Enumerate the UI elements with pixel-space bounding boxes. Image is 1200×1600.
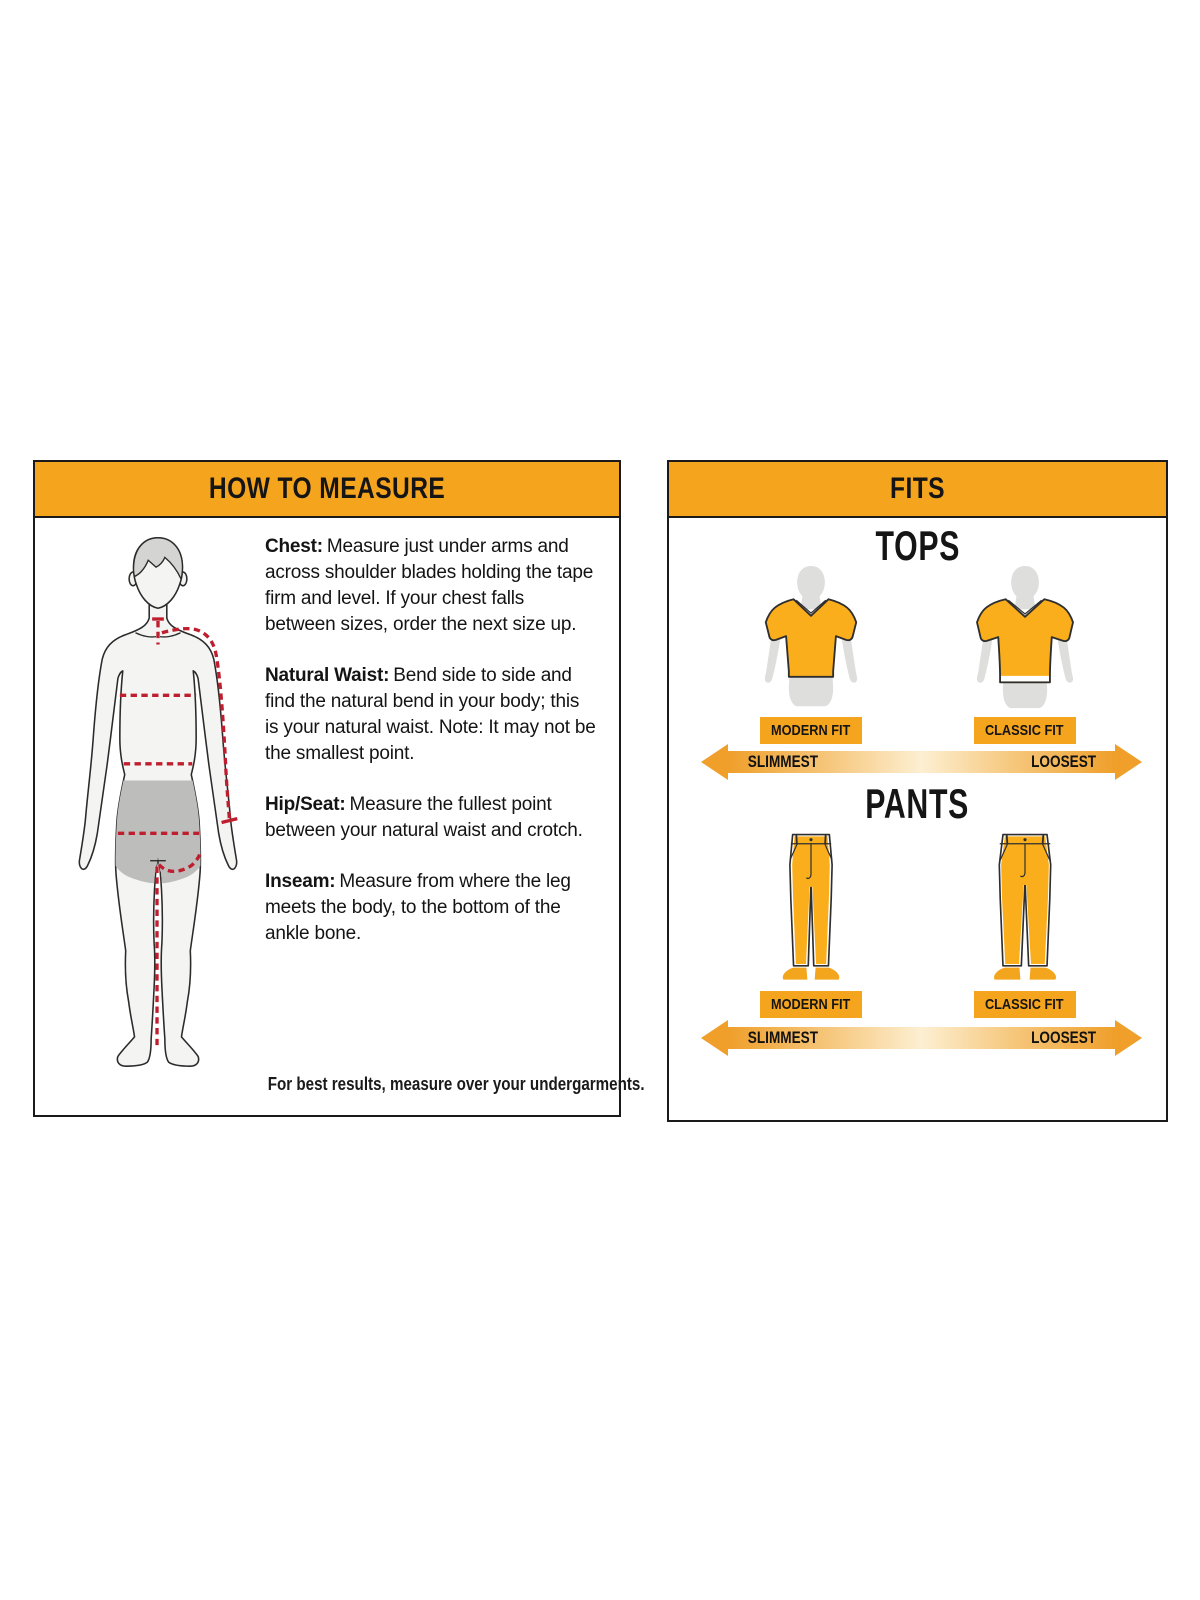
waist-button [1023,838,1026,841]
instruction-term: Hip/Seat: [265,794,346,816]
instruction-term: Chest: [265,536,323,557]
how-to-measure-header [35,462,619,518]
measure-instructions [265,534,597,972]
fits-header [669,462,1166,518]
arrow-left-head-icon [701,1020,728,1056]
figure-foot [993,968,1019,980]
instruction-inseam [265,869,597,947]
figure-foot [1029,968,1055,980]
tops-fit-row [669,564,1166,744]
instruction-term: Inseam: [265,871,336,893]
scale-slimmest-text: SLIMMEST [747,1028,819,1047]
pants-fit-row [669,830,1166,1018]
pants-scale-bar [727,1027,1116,1049]
waist-button [809,838,812,841]
measure-footnote [185,1073,645,1095]
tops-scale-bar [727,751,1116,773]
tshirt-shape [765,599,855,677]
measure-footnote-text: For best results, measure over your undergarments. [267,1073,645,1094]
arrow-right-head-icon [1115,1020,1142,1056]
classic-fit-label-text: CLASSIC FIT [985,996,1064,1013]
instruction-chest [265,534,597,638]
tops-fit-scale-arrow [701,744,1142,780]
measurement-figure [63,528,253,1076]
modern-fit-label-text: MODERN FIT [770,722,851,739]
tops-heading-text: TOPS [875,522,960,569]
tops-modern-fit-column [726,564,896,744]
instruction-text: Bend side to side and find the natural bend in your body; this is your natural waist. Note: It may not be the smallest point. [265,665,596,765]
figure-neck [1014,595,1034,610]
scale-loosest-text: LOOSEST [1030,752,1096,771]
body-silhouette-graphic [63,528,253,1076]
pants-classic-fit-column [940,830,1110,1018]
instruction-text: Measure just under arms and across shoulder blades holding the tape firm and level. If your chest falls between sizes, order the next size up. [265,536,594,636]
fits-title: FITS [890,472,945,505]
figure-foot [814,968,839,980]
modern-fit-label [760,717,862,744]
tshirt-hem-band [1001,676,1049,682]
arrow-right-head-icon [1115,744,1142,780]
classic-fit-label-text: CLASSIC FIT [985,722,1064,739]
tops-classic-fit-column [940,564,1110,744]
pants-heading-text: PANTS [865,780,970,827]
instruction-natural-waist [265,663,597,767]
pants-modern-fit-graphic [765,830,857,986]
tshirt-classic-fit-graphic [965,564,1085,712]
scale-loosest-text: LOOSEST [1030,1028,1096,1047]
instruction-text: Measure the fullest point between your natural waist and crotch. [265,794,583,842]
instruction-hip-seat [265,792,597,844]
pants-modern-fit-column [726,830,896,1018]
pants-classic-fit-graphic [979,830,1071,986]
instruction-term: Natural Waist: [265,665,390,687]
modern-fit-label [760,991,862,1018]
how-to-measure-panel [33,460,645,1117]
fits-panel [667,460,1168,1122]
how-to-measure-title: HOW TO MEASURE [208,472,446,505]
scale-slimmest-text: SLIMMEST [747,752,819,771]
arrow-left-head-icon [701,744,728,780]
pants-heading [669,780,1166,828]
tshirt-modern-fit-graphic [751,564,871,712]
tops-heading [669,522,1166,570]
modern-fit-label-text: MODERN FIT [770,996,851,1013]
classic-fit-label [974,717,1076,744]
pants-fit-scale-arrow [701,1020,1142,1056]
figure-foot [782,968,807,980]
classic-fit-label [974,991,1076,1018]
instruction-text: Measure from where the leg meets the body, to the bottom of the ankle bone. [265,871,571,945]
